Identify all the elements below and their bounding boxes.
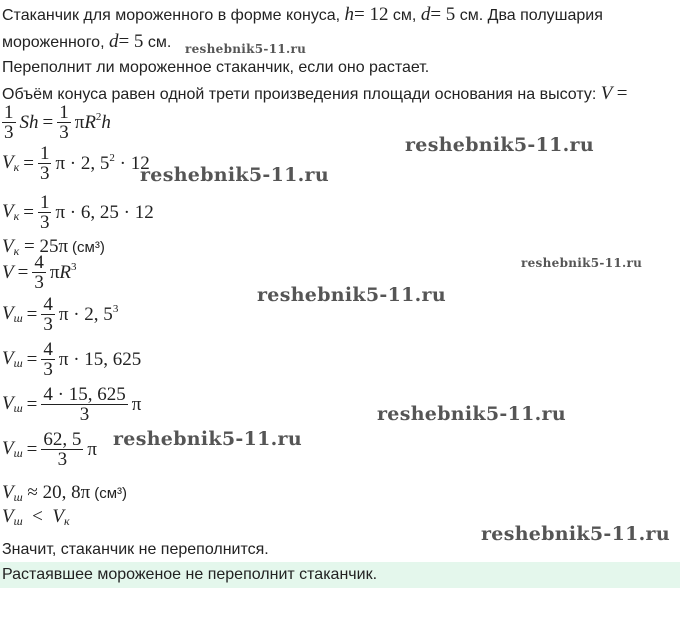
watermark: reshebnik5-11.ru	[113, 428, 302, 450]
watermark: reshebnik5-11.ru	[521, 256, 643, 270]
watermark: reshebnik5-11.ru	[405, 134, 594, 156]
sphere-step-3: $V_ш$ = $\frac{4 \cdot 15, 625}{3}$ π	[2, 384, 142, 425]
sphere-step-2: $V_ш$ = $\frac{4}{3}$ π · 15, 625	[2, 339, 142, 380]
cone-step-2: $V_к$ = $\frac{1}{3}$ π · 6, 25 · 12	[2, 192, 154, 233]
solution-intro: Объём конуса равен одной трети произведения площади основания на высоту: V =	[2, 83, 628, 104]
cone-result: $V_к = 25\pi$ (см³)	[2, 236, 105, 258]
watermark: reshebnik5-11.ru	[257, 284, 446, 306]
problem-line-1: Стаканчик для мороженного в форме конуса, h= 12 см, d= 5 см. Два полушария	[2, 4, 603, 25]
fraction: $\frac{4}{3}$	[43, 294, 53, 335]
watermark: reshebnik5-11.ru	[185, 42, 307, 56]
conclusion: Значит, стаканчик не переполнится.	[2, 541, 269, 558]
fraction: $\frac{1}{3}$	[39, 192, 50, 233]
formula-sphere: V = $\frac{4}{3}$ $\pi R^3$	[2, 252, 77, 293]
sphere-step-1: $V_ш$ = $\frac{4}{3}$ π · 2, $5^3$	[2, 294, 119, 335]
fraction: $\frac{4 \cdot 15, 625}{3}$	[43, 384, 126, 425]
sphere-step-4: $V_ш$ = $\frac{62, 5}{3}$ π	[2, 429, 97, 470]
fraction: $\frac{1}{3}$	[59, 102, 69, 143]
cone-step-1: $V_к$ = $\frac{1}{3}$ π · 2, $5^2 \cdot 12$	[2, 143, 150, 184]
sphere-result: $V_ш \approx 20$, 8π (см³)	[2, 482, 128, 504]
answer-highlight: Растаявшее мороженое не переполнит стаканчик.	[0, 562, 680, 588]
watermark: reshebnik5-11.ru	[377, 403, 566, 425]
watermark: reshebnik5-11.ru	[481, 523, 670, 545]
comparison: $V_ш < V_к$	[2, 506, 70, 528]
problem-line-2: мороженного, d= 5 см.	[2, 31, 172, 52]
fraction: $\frac{1}{3}$	[4, 102, 14, 143]
fraction: $\frac{4}{3}$	[34, 252, 44, 293]
watermark: reshebnik5-11.ru	[140, 164, 329, 186]
fraction: $\frac{4}{3}$	[43, 339, 53, 380]
problem-question: Переполнит ли мороженное стаканчик, если оно растает.	[2, 59, 430, 76]
formula-cone: $\frac{1}{3}$ Sh = $\frac{1}{3}$ $\pi R^2h$	[4, 102, 111, 143]
fraction: $\frac{1}{3}$	[39, 143, 50, 184]
fraction: $\frac{62, 5}{3}$	[43, 429, 82, 470]
